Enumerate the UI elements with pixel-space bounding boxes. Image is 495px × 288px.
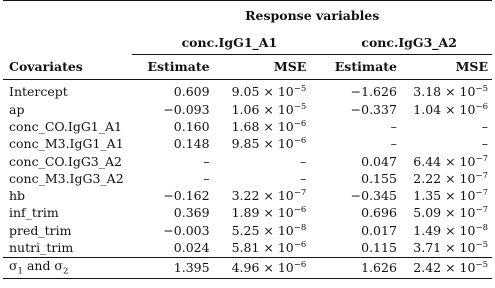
mse2-cell <box>397 153 492 170</box>
header-row-response <box>3 1 492 33</box>
sigma-covariate-cell: $\sigma_1$ and $\sigma_2$ <box>3 257 132 278</box>
mse2-cell <box>397 188 492 205</box>
header-empty-cell <box>3 1 132 33</box>
mse1-cell <box>210 136 313 153</box>
mse1-cell <box>210 101 313 118</box>
table-row <box>3 188 492 205</box>
mse2-cell-exponent: −7 <box>475 188 488 199</box>
estimate2-cell: −0.345 <box>350 188 397 204</box>
mse1-cell-base: 1.89 × 10 <box>231 205 294 221</box>
mse2-cell-base: – <box>481 136 488 152</box>
estimate1-cell: −0.003 <box>163 222 210 238</box>
covariate-cell: pred_trim <box>9 222 72 238</box>
sigma-estimate1-cell: 1.395 <box>132 257 209 278</box>
mse1-cell <box>210 153 313 170</box>
group1-header-label: conc.IgG1_A1 <box>181 34 278 50</box>
mse1-cell-base: 1.68 × 10 <box>231 118 294 134</box>
estimate1-cell: 0.024 <box>173 240 210 256</box>
covariate-cell: ap <box>9 101 25 117</box>
mse2-column-header: MSE <box>397 55 492 80</box>
sigma-row <box>3 257 492 278</box>
estimate2-cell: 0.115 <box>361 240 397 256</box>
mse1-cell-exponent: −5 <box>293 84 307 95</box>
sigma-mse1-exponent: −6 <box>293 259 307 270</box>
mse2-cell <box>397 205 492 222</box>
mse2-cell <box>397 170 492 187</box>
covariate-cell: conc_CO.IgG1_A1 <box>9 118 122 134</box>
sigma-mse1-cell <box>210 257 313 278</box>
mse2-cell-exponent: −8 <box>475 222 488 233</box>
sigma-mse2-cell <box>397 257 492 278</box>
estimate1-cell: 0.609 <box>173 84 210 100</box>
estimate1-cell: −0.093 <box>163 101 210 117</box>
mse1-cell <box>210 240 313 258</box>
mse1-cell <box>210 119 313 136</box>
table-body <box>3 80 492 258</box>
header-row-columns <box>3 55 492 80</box>
mse1-cell-base: – <box>300 170 307 186</box>
estimate1-cell: −0.162 <box>163 188 210 204</box>
mse2-cell-exponent: −5 <box>475 240 488 251</box>
estimate1-cell: 0.369 <box>173 205 210 221</box>
estimate2-cell: 0.017 <box>361 222 397 238</box>
mse2-cell-exponent: −6 <box>475 101 488 112</box>
estimate2-cell: 0.155 <box>361 170 397 186</box>
mse2-cell-base: 3.71 × 10 <box>413 240 476 256</box>
mse2-cell-base: 5.09 × 10 <box>413 205 476 221</box>
sigma-estimate2-cell: 1.626 <box>312 257 397 278</box>
estimate1-column-header: Estimate <box>132 55 209 80</box>
mse2-cell-exponent: −7 <box>475 153 488 164</box>
mse1-cell-exponent: −6 <box>293 240 307 251</box>
group2-header <box>312 32 492 55</box>
mse1-cell-exponent: −6 <box>293 118 307 129</box>
sigma-mse2-base: 2.42 × 10 <box>413 259 476 275</box>
mse1-cell-base: 9.05 × 10 <box>231 84 294 100</box>
mse2-cell-base: 1.04 × 10 <box>413 101 476 117</box>
mse1-cell <box>210 80 313 102</box>
mse2-cell-base: – <box>481 118 488 134</box>
mse2-cell <box>397 136 492 153</box>
estimate1-cell: – <box>203 153 210 169</box>
mse2-cell-base: 2.22 × 10 <box>413 170 476 186</box>
mse1-cell-base: 1.06 × 10 <box>231 101 294 117</box>
mse1-cell-base: – <box>300 153 307 169</box>
estimate1-cell: 0.160 <box>173 118 210 134</box>
estimate2-cell: – <box>390 118 397 134</box>
estimate1-cell: 0.148 <box>173 136 210 152</box>
estimate2-cell: −0.337 <box>350 101 397 117</box>
header-row-groups <box>3 32 492 55</box>
mse2-cell <box>397 80 492 102</box>
mse2-cell <box>397 119 492 136</box>
mse2-cell-exponent: −7 <box>475 170 488 181</box>
estimate2-column-header: Estimate <box>312 55 397 80</box>
covariate-cell: conc_CO.IgG3_A2 <box>9 153 122 169</box>
mse1-cell <box>210 188 313 205</box>
mse2-cell-base: 6.44 × 10 <box>413 153 476 169</box>
estimate2-cell: −1.626 <box>350 84 397 100</box>
covariate-cell: hb <box>9 188 26 204</box>
header-empty-cell <box>3 32 132 55</box>
mse1-cell <box>210 205 313 222</box>
table-row <box>3 170 492 187</box>
mse2-cell-base: 1.35 × 10 <box>413 188 476 204</box>
mse2-cell-exponent: −7 <box>475 205 488 216</box>
estimate2-cell: 0.047 <box>361 153 397 169</box>
covariate-cell: conc_M3.IgG1_A1 <box>9 136 124 152</box>
covariate-cell: inf_trim <box>9 205 59 221</box>
covariate-cell: conc_M3.IgG3_A2 <box>9 170 124 186</box>
regression-results-table <box>3 0 492 279</box>
sigma-mse1-base: 4.96 × 10 <box>231 259 294 275</box>
table-row <box>3 240 492 258</box>
mse1-cell-base: 3.22 × 10 <box>231 188 294 204</box>
table-row <box>3 153 492 170</box>
estimate1-cell: – <box>203 170 210 186</box>
sigma-mse2-exponent: −5 <box>475 259 488 270</box>
mse2-cell <box>397 222 492 239</box>
mse1-cell-exponent: −6 <box>293 136 307 147</box>
table-row <box>3 119 492 136</box>
table-row <box>3 205 492 222</box>
mse1-cell <box>210 222 313 239</box>
mse1-column-header: MSE <box>210 55 313 80</box>
table-row <box>3 101 492 118</box>
mse1-cell <box>210 170 313 187</box>
covariate-cell: nutri_trim <box>9 240 74 256</box>
mse1-cell-base: 9.85 × 10 <box>231 136 294 152</box>
mse1-cell-base: 5.25 × 10 <box>231 222 294 238</box>
mse1-cell-exponent: −7 <box>293 188 307 199</box>
mse1-cell-exponent: −6 <box>293 205 307 216</box>
covariates-column-header: Covariates <box>3 55 132 80</box>
estimate2-cell: – <box>390 136 397 152</box>
mse2-cell-exponent: −5 <box>475 84 488 95</box>
response-variables-header: Response variables <box>245 8 380 24</box>
mse2-cell <box>397 101 492 118</box>
group1-header <box>132 32 312 55</box>
estimate2-cell: 0.696 <box>361 205 397 221</box>
mse1-cell-exponent: −5 <box>293 101 307 112</box>
table-row <box>3 222 492 239</box>
table-row <box>3 80 492 102</box>
mse1-cell-base: 5.81 × 10 <box>231 240 294 256</box>
covariate-cell: Intercept <box>9 84 68 100</box>
mse2-cell <box>397 240 492 258</box>
mse2-cell-base: 1.49 × 10 <box>413 222 476 238</box>
mse1-cell-exponent: −8 <box>293 222 307 233</box>
mse2-cell-base: 3.18 × 10 <box>413 84 476 100</box>
group2-header-label: conc.IgG3_A2 <box>361 34 457 50</box>
table-row <box>3 136 492 153</box>
